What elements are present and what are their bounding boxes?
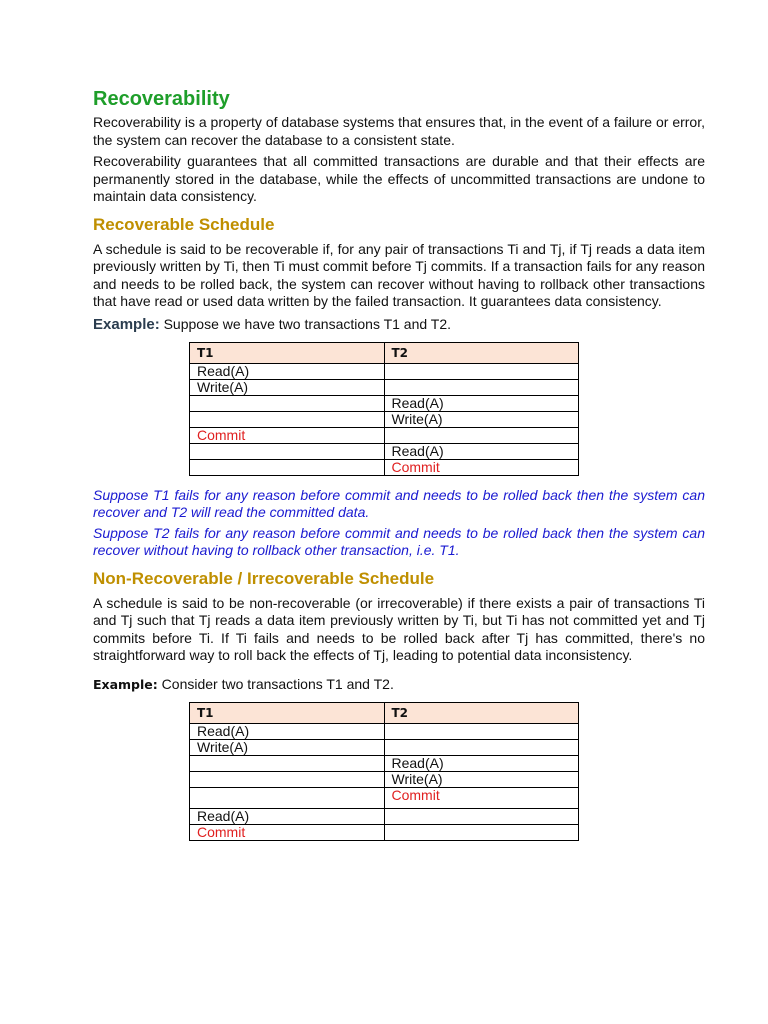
column-header: T2 xyxy=(384,342,579,363)
table-row xyxy=(190,755,579,771)
document-page xyxy=(93,86,705,841)
table-cell xyxy=(384,723,579,739)
paragraph: Recoverability guarantees that all committed transactions are durable and that their effects are permanently stored in the database, while the effects of uncommitted transactions are undone to maintain data consistency. xyxy=(93,153,705,204)
table-cell: Write(A) xyxy=(384,411,579,427)
example-label: Example: xyxy=(93,315,160,333)
example-line xyxy=(93,675,705,694)
column-header: T2 xyxy=(384,702,579,723)
table-cell: Commit xyxy=(384,459,579,475)
section-title-recoverable-schedule: Recoverable Schedule xyxy=(93,214,275,234)
table-header-row xyxy=(190,342,579,363)
table-row xyxy=(190,411,579,427)
table-row xyxy=(190,443,579,459)
note-paragraph: Suppose T1 fails for any reason before commit and needs to be rolled back then the system can recover and T2 will read the committed data. xyxy=(93,486,705,520)
table-cell xyxy=(190,459,385,475)
table-cell: Commit xyxy=(190,824,385,840)
table-row xyxy=(190,787,579,808)
example-label: Example: xyxy=(93,676,158,692)
table-row xyxy=(190,723,579,739)
table-row xyxy=(190,771,579,787)
table-header-row xyxy=(190,702,579,723)
table-cell xyxy=(190,411,385,427)
section-title-recoverability: Recoverability xyxy=(93,88,230,110)
table-row xyxy=(190,459,579,475)
table-cell xyxy=(190,443,385,459)
example-line xyxy=(93,315,705,334)
paragraph: A schedule is said to be non-recoverable (or irrecoverable) if there exists a pair of transactions Ti and Tj such that Tj reads a data item previously written by Ti, but Ti has not committed yet and Tj commits before Ti. If Ti fails and needs to be rolled back after Tj has committed, there's no straightforward way to roll back the effects of Tj, leading to potential data inconsistency. xyxy=(93,594,705,663)
note-paragraph: Suppose T2 fails for any reason before commit and needs to be rolled back then the system can recover without having to rollback other transaction, i.e. T1. xyxy=(93,524,705,558)
table-cell: Commit xyxy=(190,427,385,443)
table-cell xyxy=(190,755,385,771)
table-cell xyxy=(384,824,579,840)
schedule-table-non-recoverable xyxy=(189,702,579,841)
table-cell xyxy=(190,787,385,808)
column-header: T1 xyxy=(190,702,385,723)
table-row xyxy=(190,739,579,755)
table-cell xyxy=(384,808,579,824)
table-row xyxy=(190,427,579,443)
table-cell xyxy=(384,379,579,395)
table-cell: Read(A) xyxy=(384,443,579,459)
table-row xyxy=(190,379,579,395)
table-cell: Write(A) xyxy=(384,771,579,787)
table-row xyxy=(190,824,579,840)
section-title-non-recoverable-schedule: Non-Recoverable / Irrecoverable Schedule xyxy=(93,568,435,588)
table-cell: Write(A) xyxy=(190,379,385,395)
table-cell: Read(A) xyxy=(384,755,579,771)
table-cell xyxy=(384,427,579,443)
table-cell xyxy=(384,739,579,755)
table-row xyxy=(190,395,579,411)
table-cell: Read(A) xyxy=(190,808,385,824)
paragraph: Recoverability is a property of database systems that ensures that, in the event of a failure or error, the system can recover the database to a consistent state. xyxy=(93,114,705,148)
table-cell xyxy=(384,363,579,379)
table-cell: Read(A) xyxy=(384,395,579,411)
example-text: Consider two transactions T1 and T2. xyxy=(157,675,394,692)
table-cell xyxy=(190,395,385,411)
table-cell: Read(A) xyxy=(190,723,385,739)
table-cell xyxy=(190,771,385,787)
schedule-table-recoverable xyxy=(189,342,579,476)
table-cell: Commit xyxy=(384,787,579,808)
table-row xyxy=(190,808,579,824)
table-cell: Read(A) xyxy=(190,363,385,379)
column-header: T1 xyxy=(190,342,385,363)
table-row xyxy=(190,363,579,379)
paragraph: A schedule is said to be recoverable if, for any pair of transactions Ti and Tj, if Tj reads a data item previously written by Ti, then Ti must commit before Tj commits. If a transaction fails for any reason and needs to be rolled back, the system can recover without having to rollback other transactions that have read or used data written by the failed transaction. It guarantees data consistency. xyxy=(93,240,705,309)
example-text: Suppose we have two transactions T1 and T2. xyxy=(159,315,452,332)
table-cell: Write(A) xyxy=(190,739,385,755)
